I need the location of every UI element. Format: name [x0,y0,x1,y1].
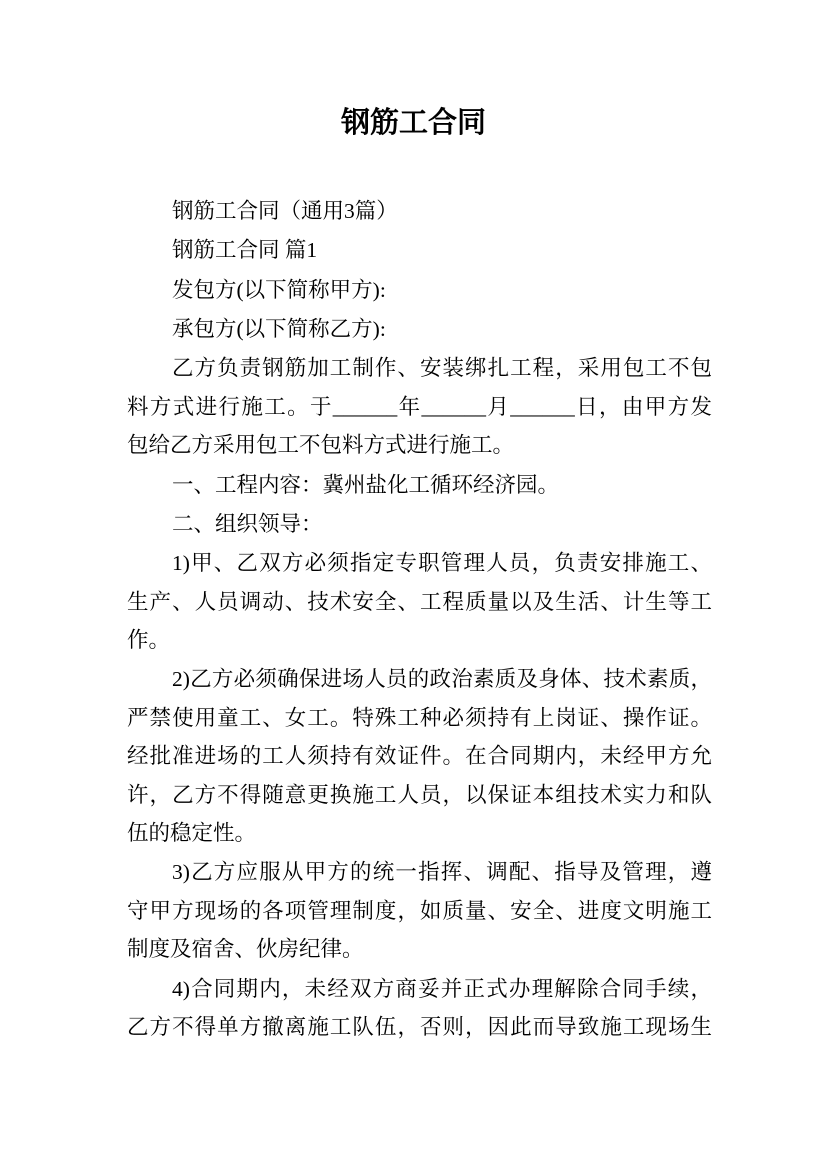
paragraph-line: 生产、人员调动、技术安全、工程质量以及生活、计生等工 [127,589,712,614]
paragraph-item-2 [127,660,712,852]
paragraph-line: 许，乙方不得随意更换施工人员，以保证本组技术实力和队 [127,782,712,807]
paragraph-line: 包给乙方采用包工不包料方式进行施工。 [127,433,515,458]
paragraph-scope [127,349,712,464]
paragraph-line: 守甲方现场的各项管理制度，如质量、安全、进度文明施工 [127,898,712,923]
paragraph-item-1 [127,544,712,659]
document-title: 钢筋工合同 [340,107,486,139]
paragraph-line: 二、组织领导： [172,511,323,536]
paragraph-line: 3)乙方应服从甲方的统一指挥、调配、指导及管理，遵 [172,860,712,885]
paragraph-line: 4)合同期内，未经双方商妥并正式办理解除合同手续， [172,976,712,1001]
paragraph-line: 发包方(以下简称甲方): [172,277,386,302]
paragraph-item-3 [127,853,712,968]
paragraph-line: 经批准进场的工人须持有效证件。在合同期内，未经甲方允 [127,744,712,769]
paragraph-line: 伍的稳定性。 [127,821,257,846]
paragraph-party-a [127,271,712,309]
document-body [127,192,712,1048]
paragraph-line: 作。 [127,628,171,653]
paragraph-line: 一、工程内容：冀州盐化工循环经济园。 [172,472,560,497]
paragraph-section-title [127,231,712,269]
paragraph-line: 2)乙方必须确保进场人员的政治素质及身体、技术素质， [172,667,712,692]
paragraph-line: 1)甲、乙双方必须指定专职管理人员，负责安排施工、 [172,551,712,576]
paragraph-line: 严禁使用童工、女工。特殊工种必须持有上岗证、操作证。 [127,705,712,730]
paragraph-line: 承包方(以下简称乙方): [172,316,386,341]
paragraph-line: 料方式进行施工。于______年______月______日，由甲方发 [127,394,712,419]
paragraph-line: 乙方负责钢筋加工制作、安装绑扎工程，采用包工不包 [172,356,712,381]
paragraph-clause-2 [127,505,712,543]
paragraph-clause-1 [127,466,712,504]
paragraph-line: 乙方不得单方撤离施工队伍，否则，因此而导致施工现场生 [127,1015,712,1039]
paragraph-collection-title [127,192,712,230]
paragraph-line: 钢筋工合同（通用3篇） [172,198,398,223]
paragraph-line: 钢筋工合同 篇1 [172,238,318,263]
paragraph-party-b [127,310,712,348]
paragraph-line: 制度及宿舍、伙房纪律。 [127,937,364,962]
paragraph-item-4 [127,970,712,1047]
